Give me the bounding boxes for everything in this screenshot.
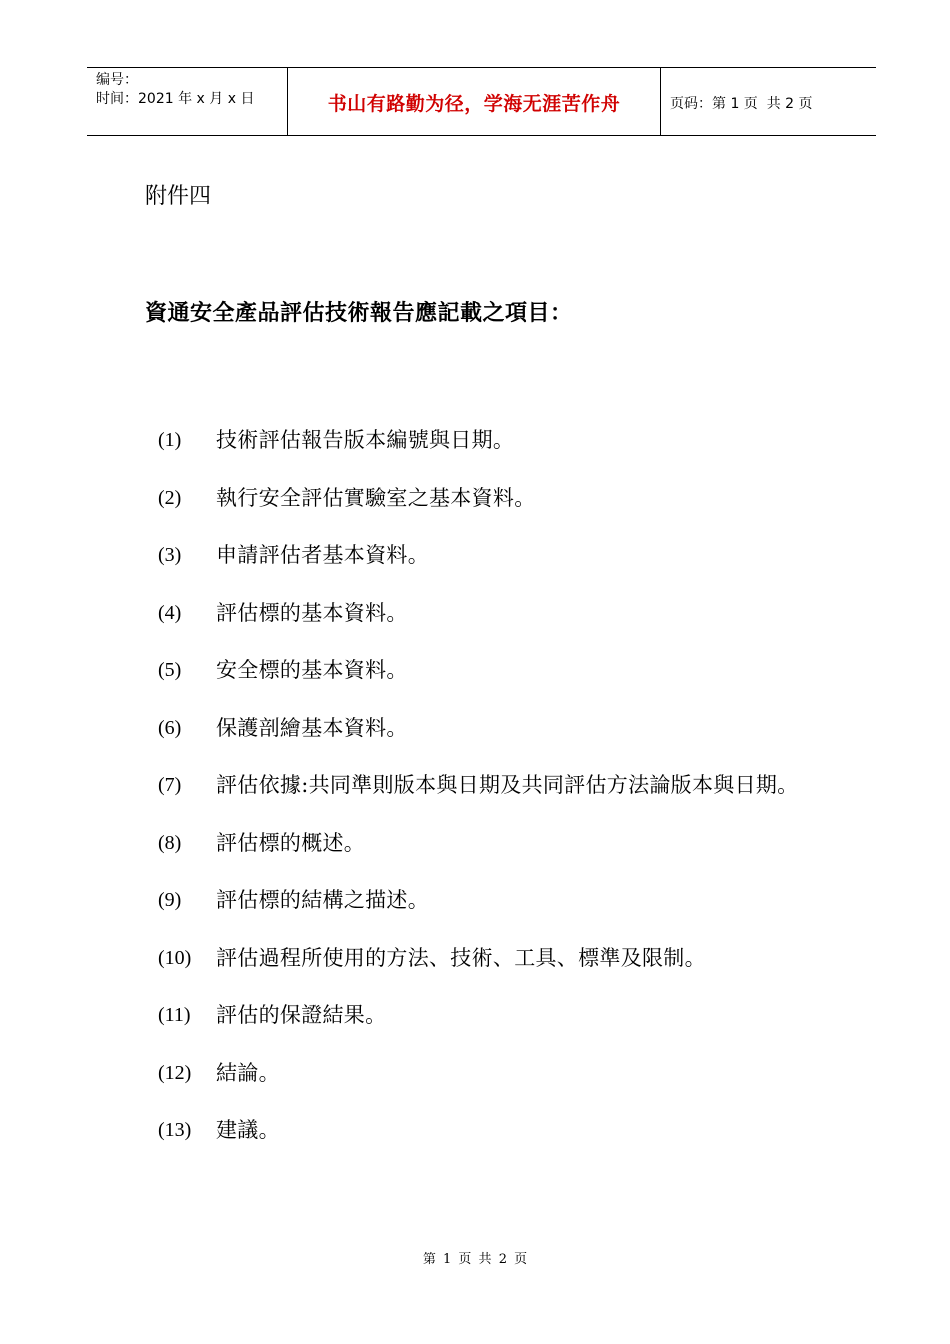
list-item-text: 評估依據:共同準則版本與日期及共同評估方法論版本與日期。 — [216, 773, 799, 797]
list-item-text: 結論。 — [216, 1060, 280, 1085]
list-item-text: 評估過程所使用的方法、技術、工具、標準及限制。 — [216, 945, 706, 970]
page-footer: 第 1 页 共 2 页 — [422, 1252, 528, 1267]
list-item-text: 評估標的基本資料。 — [216, 600, 408, 625]
list-item — [158, 412, 838, 470]
list-item — [158, 642, 838, 700]
list-item-number: (11) — [158, 1004, 191, 1026]
list-item-text: 申請評估者基本資料。 — [216, 543, 429, 567]
list-item-number: (6) — [158, 716, 182, 739]
header-page-cell — [661, 68, 876, 135]
list-item — [158, 700, 838, 758]
list-item-text: 建議。 — [216, 1118, 280, 1142]
header-page-info: 页码：第 1 页 共 2 页 — [670, 95, 813, 112]
list-item-text: 安全標的基本資料。 — [216, 658, 408, 682]
list-item-text: 保護剖繪基本資料。 — [216, 715, 408, 740]
header-time-label: 时间：2021 年 x 月 x 日 — [96, 91, 255, 107]
document-title: 資通安全產品評估技術報告應記載之項目： — [145, 300, 573, 326]
list-item-text: 評估標的概述。 — [216, 830, 366, 855]
list-item-number: (9) — [158, 889, 182, 911]
list-item — [158, 470, 838, 528]
list-item-number: (3) — [158, 544, 182, 566]
list-item-number: (2) — [158, 486, 182, 509]
list-item-text: 技術評估報告版本編號與日期。 — [216, 428, 515, 452]
page-header — [87, 67, 876, 136]
list-item-number: (12) — [158, 1061, 192, 1084]
list-item — [158, 987, 838, 1045]
list-item-number: (7) — [158, 774, 182, 796]
list-item-text: 執行安全評估實驗室之基本資料。 — [216, 485, 536, 510]
list-item-text: 評估的保證結果。 — [216, 1003, 387, 1027]
header-motto: 书山有路勤为径，学海无涯苦作舟 — [327, 93, 621, 115]
list-item — [158, 757, 838, 815]
list-item-number: (1) — [158, 429, 182, 451]
header-number-label: 编号： — [96, 72, 138, 88]
list-item — [158, 1102, 838, 1160]
list-item — [158, 527, 838, 585]
list-item-number: (4) — [158, 601, 182, 624]
list-item-text: 評估標的結構之描述。 — [216, 888, 429, 912]
header-meta-cell — [87, 68, 288, 135]
header-motto-cell — [288, 68, 661, 135]
list-item — [158, 872, 838, 930]
list-item — [158, 930, 838, 988]
list-item — [158, 1045, 838, 1103]
list-item — [158, 815, 838, 873]
list-item-number: (5) — [158, 659, 182, 681]
list-item-number: (10) — [158, 946, 192, 969]
attachment-label: 附件四 — [145, 184, 212, 209]
list-item-number: (8) — [158, 831, 182, 854]
list-item — [158, 585, 838, 643]
item-list — [158, 412, 838, 1160]
list-item-number: (13) — [158, 1119, 192, 1141]
